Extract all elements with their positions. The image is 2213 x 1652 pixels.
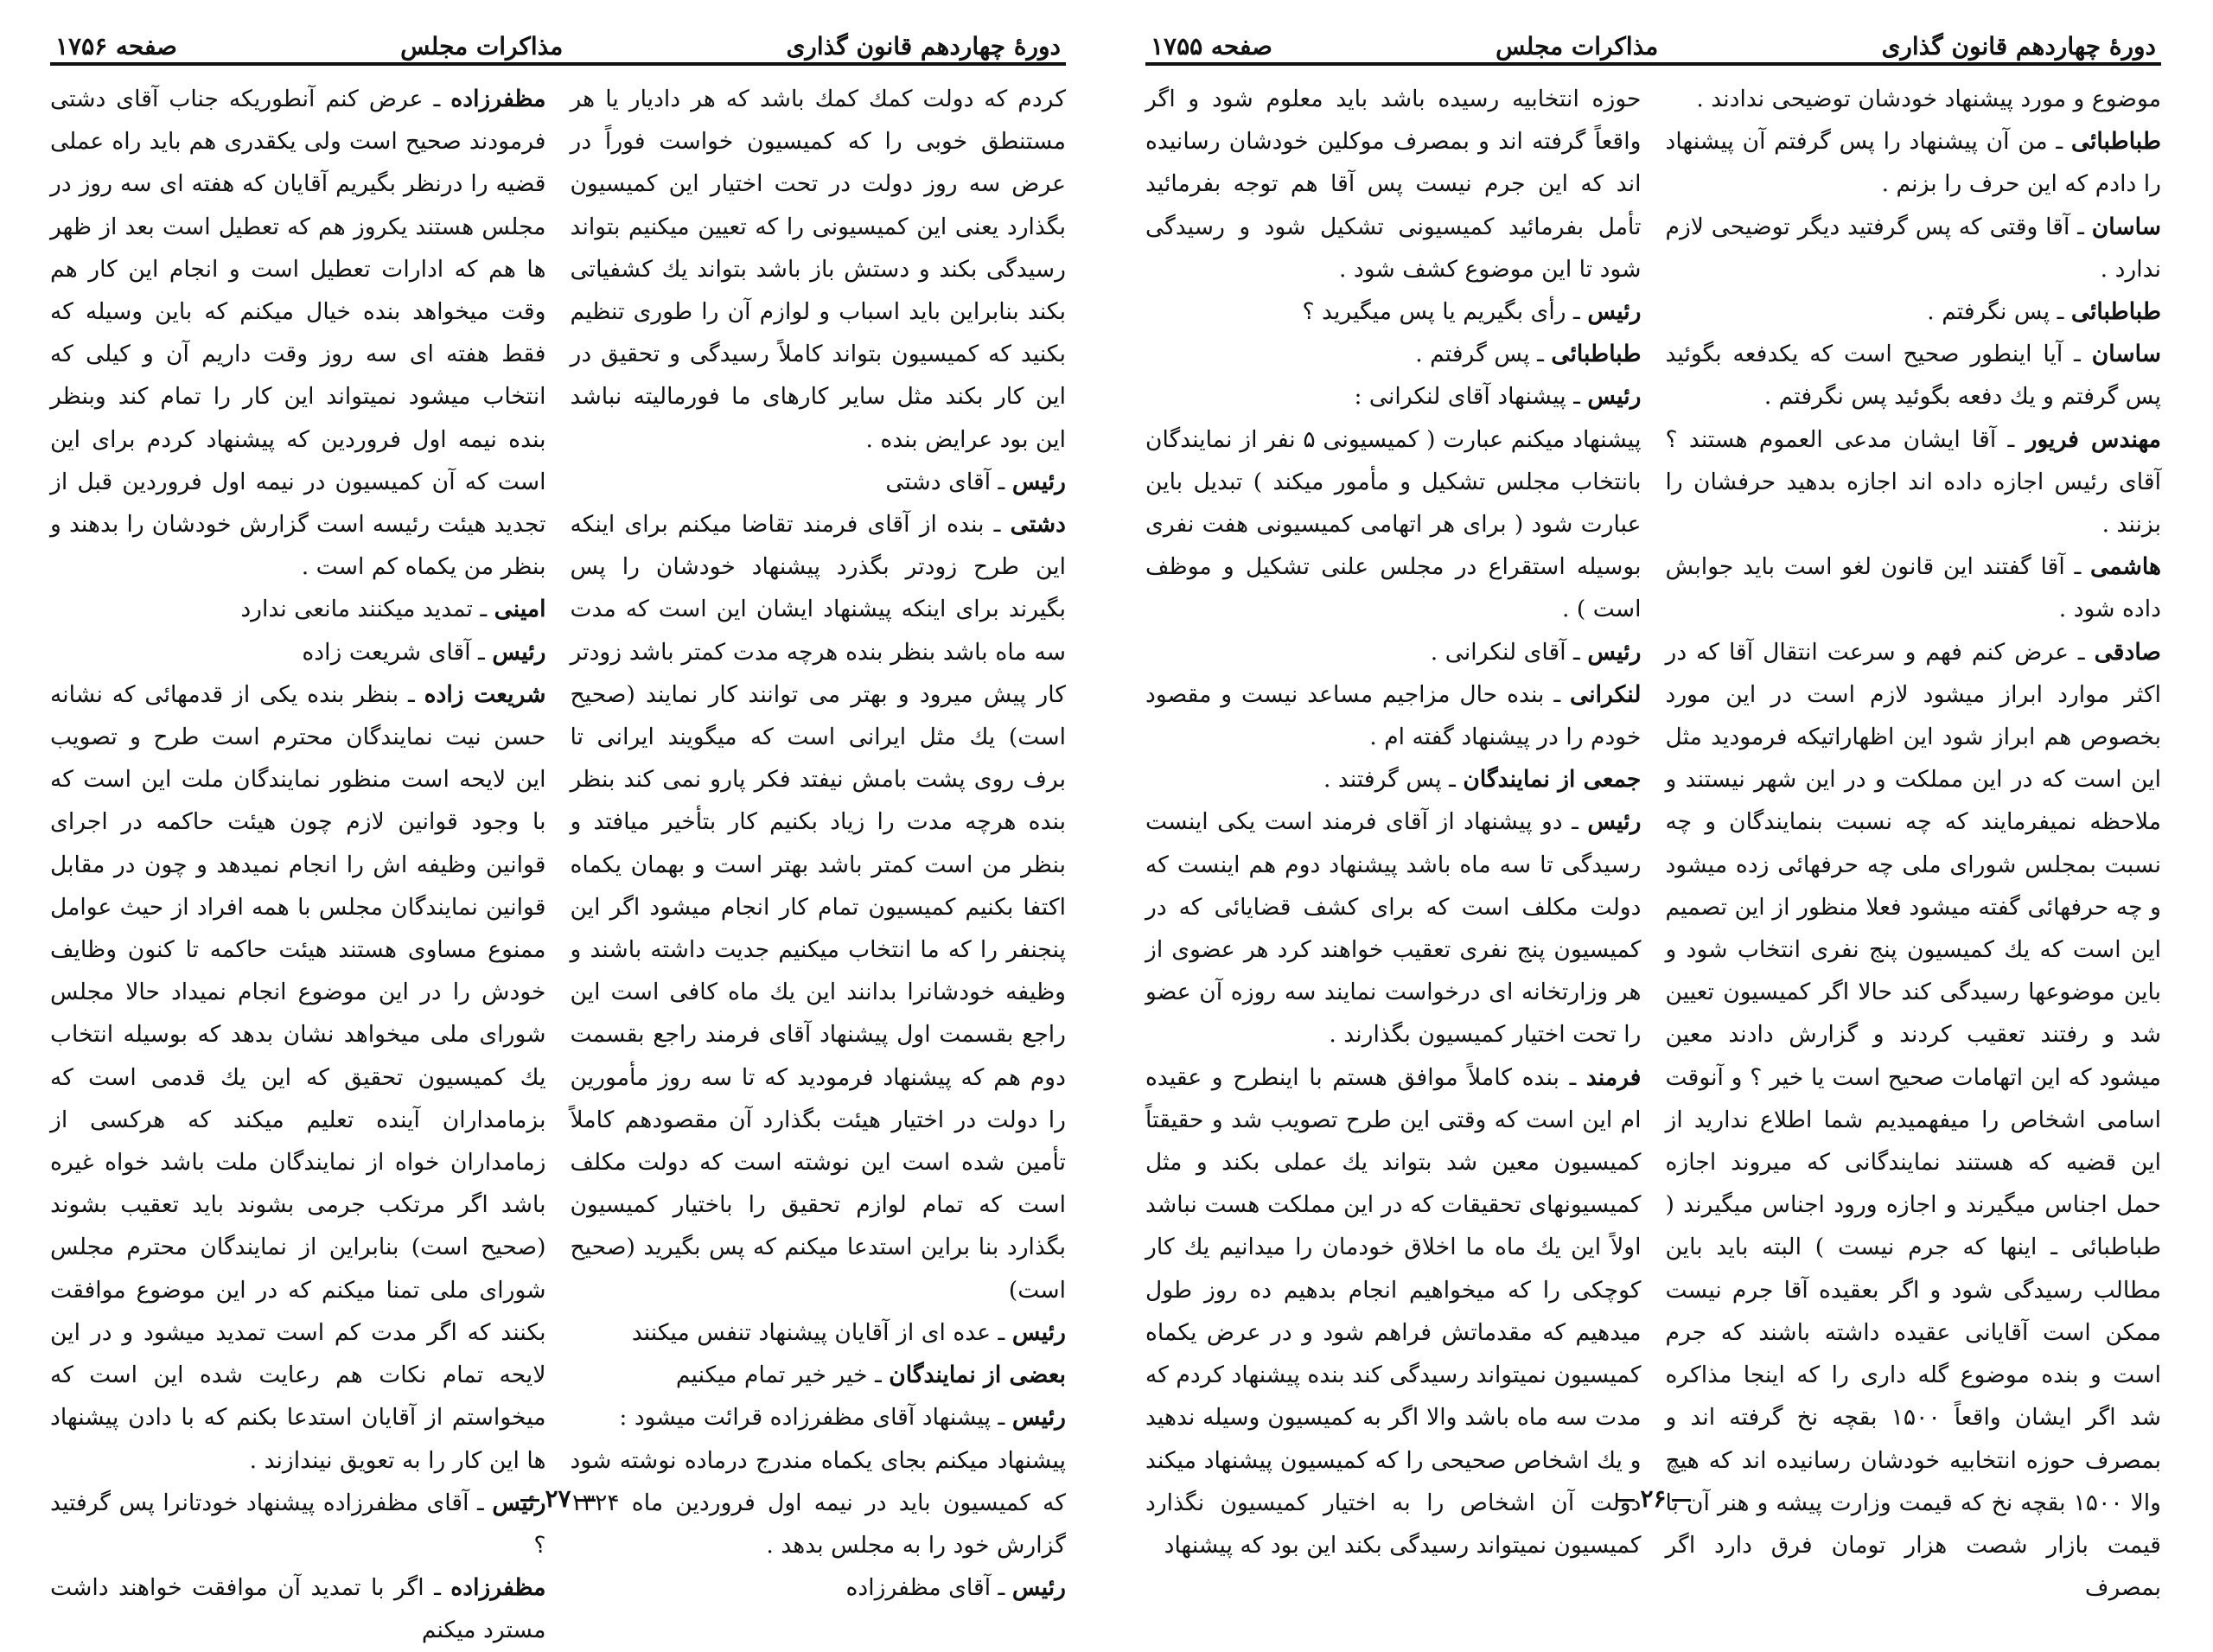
paragraph [571, 1566, 1067, 1609]
speech-text: ـ عرض کنم فهم و سرعت انتقال آقا که در اکثر موارد ابراز میشود لازم است در این مورد بخصوص هم ابراز شود این اظهاراتیکه فرمودید مثل این است که در این مملکت و در این شهر نیستند و ملاحظه نمیفرمایند که چه نسبت بنمایندگان و چه نسبت بمجلس شورای ملی چه حرفهائی زده میشود و چه حرفهائی گفته میشود فعلا منظور از این تصمیم این است که یك کمیسیون پنج نفری انتخاب شود و باین موضوعها رسیدگی کند حالا اگر کمیسیون تعیین شد و رفتند تعقیب کردند و گزارش دادند معین میشود که این اتهامات صحیح است یا خیر ؟ و آنوقت اسامی اشخاص را میفهمیدیم شما اطلاع ندارید از این قضیه که هستند نمایندگانی که میروند اجازه حمل اجناس میگیرند و اجازه ورود اجناس میگیرند ( طباطبائی ـ اینها که جرم نیست ) البته باید باین مطالب رسیدگی شود و اگر بعقیده آقا جرم نیست ممکن است آقایانی عقیده داشته باشند که جرم است و بنده موضوع گله داری را که اینجا مذاکره شد اگر ایشان واقعاً ۱۵۰۰ بقچه نخ گرفته اند و بمصرف حوزه انتخابیه خودشان رسانیده اند که هیچ والا ۱۵۰۰ بقچه نخ که قیمت وزارت پیشه و هنر آن با قیمت بازار شصت هزار تومان فرق دارد اگر بمصرف [1665, 638, 2162, 1602]
text-column [1145, 78, 1642, 1559]
paragraph [1145, 673, 1642, 758]
speech-text: ـ بنده حال مزاجیم مساعد نیست و مقصود خودم را در پیشنهاد گفته ام . [1145, 680, 1642, 751]
paragraph [1145, 78, 1642, 290]
speech-text: موضوع و مورد پیشنهاد خودشان توضیحی ندادند . [1696, 86, 2161, 112]
speaker-name: ساسان [2091, 213, 2161, 240]
speaker-name: طباطبائی [2070, 128, 2161, 156]
paragraph [1666, 206, 2162, 290]
paragraph [1666, 120, 2162, 205]
speech-text: ـ بنده از آقای فرمند تقاضا میکنم برای اینکه این طرح زودتر بگذرد پیشنهاد خودشان را پس بگیرند برای اینکه پیشنهاد ایشان این است که مدت سه ماه باشد بنظر بنده هرچه مدت کمتر باشد زودتر کار پیش میرود و بهتر می توانند کار نمایند (صحیح است) یك مثل ایرانی است که میگویند ایرانی تا برف روی پشت بامش نیفتد فکر پارو نمی کند بنظر بنده هرچه مدت را زیاد بکنیم کار بتأخیر میافتد و بنظر من است کمتر باشد بهتر است و بهمان یکماه اکتفا بکنیم کمیسیون تمام کار انجام میشود اگر این پنجنفر را که ما انتخاب میکنیم جدیت داشته باشند و وظیفه خودشانرا بدانند این یك ماه کافی است این راجع بقسمت اول پیشنهاد آقای فرمند راجع بقسمت دوم هم که پیشنهاد فرمودید که تا سه روز مأمورین را دولت در اختیار هیئت بگذارد آن مقصودهم کاملاً تأمین شده است این نوشته است که دولت مکلف است که تمام لوازم تحقیق را باختیار کمیسیون بگذارد بنا براین استدعا میکنم که پس بگیرید (صحیح است) [570, 511, 1067, 1304]
footer-page-number: ۲۶ [1602, 1484, 1704, 1513]
session-title: دورهٔ چهاردهم قانون گذاری [786, 32, 1061, 61]
paragraph [1145, 758, 1642, 800]
speech-text: ـ بنظر بنده یکی از قدمهائی که نشانه حسن نیت نمایندگان محترم است طرح و تصویب این لایحه است منظور نمایندگان ملت این است که با وجود قوانین لازم چون هیئت حاکمه در اجرای قوانین وظیفه اش را انجام نمیدهد و چون در مقابل قوانین نمایندگان مجلس با همه افراد از حیث عوامل ممنوع مساوی هستند هیئت حاکمه تا کنون وظایف خودش را در این موضوع انجام نمیداد حالا مجلس شورای ملی میخواهد نشان بدهد که بوسیله انتخاب یك کمیسیون تحقیق که این یك قدمی است که بزمامداران آینده تعلیم میکند که هرکسی از زمامداران خواه از نمایندگان ملت باشد خواه غیره باشد اگر مرتکب جرمی بشوند باید تعقیب بشوند (صحیح است) بنابراین از نمایندگان محترم مجلس شورای ملی تمنا میکنم که در این موضوع موافقت بکنند که اگر مدت کم است تمدید میشود و در این لایحه تمام نکات هم رعایت شده این است که میخواستم از آقایان استدعا بکنم که با دادن پیشنهاد ها این کار را به تعویق نیندازند . [50, 680, 546, 1474]
text-column [1665, 78, 2162, 1602]
paragraph [571, 1311, 1067, 1354]
paragraph [1145, 290, 1642, 333]
paragraph [1666, 333, 2162, 418]
speaker-name: جمعی از نمایندگان [1463, 766, 1642, 794]
speaker-name: رئیس [1587, 808, 1642, 836]
speech-text: ـ رأی بگیریم یا پس میگیرید ؟ [1302, 298, 1588, 326]
speaker-name: فرمند [1585, 1063, 1642, 1091]
speech-text: ـ آقای شریعت زاده [302, 638, 493, 666]
speaker-name: رئیس [1587, 638, 1642, 666]
paragraph [571, 503, 1067, 1311]
page-number: صفحه ۱۷۵۶ [55, 32, 177, 61]
speaker-name: رئیس [492, 638, 546, 666]
speech-text: ـ عرض کنم آنطوریکه جناب آقای دشتی فرمودند صحیح است ولی یکقدری هم باید راه عملی قضیه را درنظر بگیریم آقایان که هفته ای سه روز در مجلس هستند یکروز هم که تعطیل است بعد از ظهر ها هم که ادارات تعطیل است و انجام این کار هم وقت میخواهد بنده خیال میکنم که باین وسیله که فقط هفته ای سه روز وقت داریم آن و کیلی که انتخاب میشود نمیتواند این کار را تمام کند وبنظر بنده نیمه اول فروردین که پیشنهاد کردم برای این است که آن کمیسیون در نیمه اول فروردین قبل از تجدید هیئت رئیسه است گزارش خودشان را بدهند و بنظر من یکماه کم است . [50, 86, 546, 581]
paragraph [571, 78, 1067, 461]
speaker-name: صادقی [2094, 638, 2161, 666]
speaker-name: لنکرانی [1570, 680, 1642, 708]
speech-text: ـ پیشنهاد آقای مظفرزاده قرائت میشود : [619, 1404, 1012, 1432]
session-title: دورهٔ چهاردهم قانون گذاری [1881, 32, 2156, 61]
page-number: صفحه ۱۷۵۵ [1151, 32, 1272, 61]
paragraph [1145, 333, 1642, 375]
paragraph [1145, 800, 1642, 1056]
speaker-name: رئیس [1587, 298, 1642, 326]
publication-title: مذاکرات مجلس [1496, 32, 1659, 61]
speaker-name: رئیس [1011, 1318, 1066, 1346]
paragraph [50, 631, 546, 673]
speech-text: کردم که دولت کمك کمك باشد که هر دادیار یا هر مستنطق خوبی را که کمیسیون خواست فوراً در عرض سه روز دولت در تحت اختیار این کمیسیون بگذارد یعنی این کمیسیونی را که تعیین میکنیم بتواند رسیدگی بکند و دستش باز باشد بتواند یك کشفیاتی بکند بنابراین باید اسباب و لوازم آن را طوری تنظیم بکنید که کمیسیون بتواند کاملاً رسیدگی و تحقیق در این کار بکند مثل سایر کارهای ما فورمالیته نباشد این بود عرایض بنده . [570, 86, 1066, 453]
speech-text: پیشنهاد میکنم بجای یکماه مندرج درماده نوشته شود که کمیسیون باید در نیمه اول فروردین ماه ۱۳۲۴ گزارش خود را به مجلس بدهد . [570, 1446, 1066, 1559]
text-column [570, 78, 1067, 1602]
speech-text: ـ آقا وقتی که پس گرفتید دیگر توضیحی لازم ندارد . [1665, 213, 2161, 283]
speaker-name: رئیس [1587, 383, 1642, 411]
speech-text: ـ اگر با تمدید آن موافقت خواهند داشت مسترد میکنم [50, 1574, 546, 1644]
speech-text: ـ تمدید میکنند مانعی ندارد [240, 596, 494, 623]
speech-text: ـ آقای مظفرزاده [845, 1574, 1012, 1602]
speaker-name: رئیس [1011, 1574, 1066, 1602]
speech-text: ـ بنده کاملاً موافق هستم با اینطرح و عقیده ام این است که وقتی این طرح تصویب شد و حقیقتاً کمیسیون معین شد بتواند یك عملی بکند و مثل کمیسیونهای تحقیقات که در این مملکت هست نباشد اولاً این یك ماه ما اخلاق خودمان را میدانیم یك کار کوچکی را که میخواهیم انجام بدهیم ده روز طول میدهیم که مقدماتش فراهم شود و در عرض یکماه کمیسیون نمیتواند رسیدگی کند بنده پیشنهاد کردم که مدت سه ماه باشد والا اگر به کمیسیون وسیله ندهید و یك اشخاص صحیحی را که کمیسیون پیشنهاد میکند دولت آن اشخاص را به اختیار کمیسیون نگذارد کمیسیون نمیتواند رسیدگی بکند این بود که پیشنهاد [1145, 1063, 1642, 1559]
speaker-name: مظفرزاده [450, 1574, 546, 1602]
page-header [1145, 24, 2161, 66]
paragraph [50, 673, 546, 1482]
publication-title: مذاکرات مجلس [400, 32, 564, 61]
paragraph [1666, 418, 2162, 546]
paragraph [571, 1396, 1067, 1438]
speech-text: ـ عده ای از آقایان پیشنهاد تنفس میکنند [631, 1318, 1012, 1346]
footer-page-number: ۲۷ [507, 1484, 609, 1513]
speaker-name: هاشمی [2090, 553, 2161, 581]
speaker-name: رئیس [492, 1489, 546, 1516]
speech-text: ـ دو پیشنهاد از آقای فرمند است یکی اینست رسیدگی تا سه ماه باشد پیشنهاد دوم هم اینست که دولت مکلف است که برای کشف قضایائی که در کمیسیون پنج نفری تعقیب خواهند کرد هر عضوی از هر وزارتخانه ای درخواست نمایند سه روزه آن عضو را تحت اختیار کمیسیون بگذارند . [1145, 808, 1642, 1049]
speech-text: حوزه انتخابیه رسیده باشد باید معلوم شود و اگر واقعاً گرفته اند و بمصرف موکلین خودشان رسانیده اند که این جرم نیست پس آقا هم توجه بفرمائید تأمل بفرمائید کمیسیونی تشکیل شود و رسیدگی شود تا این موضوع کشف شود . [1145, 86, 1642, 283]
paragraph [50, 588, 546, 630]
page-footer [50, 1484, 1066, 1513]
speech-text: ـ آقای مظفرزاده پیشنهاد خودتانرا پس گرفتید ؟ [50, 1489, 546, 1559]
paragraph [1145, 418, 1642, 631]
speaker-name: شریعت زاده [424, 680, 546, 708]
speaker-name: مهندس فریور [2025, 425, 2161, 453]
page-footer [1145, 1484, 2161, 1513]
speaker-name: رئیس [1011, 1404, 1066, 1432]
speech-text: پیشنهاد میکنم عبارت ( کمیسیونی ۵ نفر از نمایندگان بانتخاب مجلس تشکیل و مأمور میکند ) تبدیل باین عبارت شود ( برای هر اتهامی کمیسیونی هفت نفری بوسیله استقراع در مجلس علنی تشکیل و موظف است ) . [1145, 425, 1642, 623]
paragraph [571, 461, 1067, 503]
page-1755 [1145, 24, 2162, 1602]
paragraph [1666, 631, 2162, 1610]
page-1756 [50, 24, 1067, 1644]
paragraph [1666, 290, 2162, 333]
speaker-name: ساسان [2091, 341, 2161, 368]
speaker-name: رئیس [1011, 468, 1066, 495]
speech-text: ـ پس گرفتم . [1415, 341, 1552, 368]
paragraph [1145, 375, 1642, 418]
speech-text: ـ آقا ایشان مدعی العموم هستند ؟ آقای رئیس اجازه داده اند اجازه بدهید حرفشان را بزنند . [1665, 425, 2161, 539]
paragraph [1145, 631, 1642, 673]
speaker-name: دشتی [1010, 511, 1066, 539]
speech-text: ـ پس نگرفتم . [1927, 298, 2071, 326]
paragraph [50, 78, 546, 588]
speaker-name: بعضی از نمایندگان [889, 1362, 1066, 1389]
speech-text: ـ آیا اینطور صحیح است که یکدفعه بگوئید پس گرفتم و یك دفعه بگوئید پس نگرفتم . [1665, 341, 2161, 411]
speaker-name: مظفرزاده [450, 86, 546, 112]
speech-text: ـ من آن پیشنهاد را پس گرفتم آن پیشنهاد را دادم که این حرف را بزنم . [1665, 128, 2161, 198]
speech-text: ـ آقای دشتی [885, 468, 1012, 495]
speaker-name: طباطبائی [2070, 298, 2161, 326]
speech-text: ـ خیر خیر تمام میکنیم [675, 1362, 890, 1389]
speech-text: ـ آقا گفتند این قانون لغو است باید جوابش داده شود . [1665, 553, 2161, 623]
page-header [50, 24, 1066, 66]
paragraph [50, 1566, 546, 1651]
speech-text: ـ آقای لنکرانی . [1430, 638, 1588, 666]
paragraph [1666, 78, 2162, 120]
speaker-name: طباطبائی [1551, 341, 1642, 368]
paragraph [1666, 545, 2162, 630]
speech-text: ـ پس گرفتند . [1323, 766, 1464, 794]
speaker-name: امینی [494, 596, 546, 623]
speech-text: ـ پیشنهاد آقای لنکرانی : [1354, 383, 1588, 411]
text-column [50, 78, 546, 1644]
paragraph [571, 1354, 1067, 1396]
